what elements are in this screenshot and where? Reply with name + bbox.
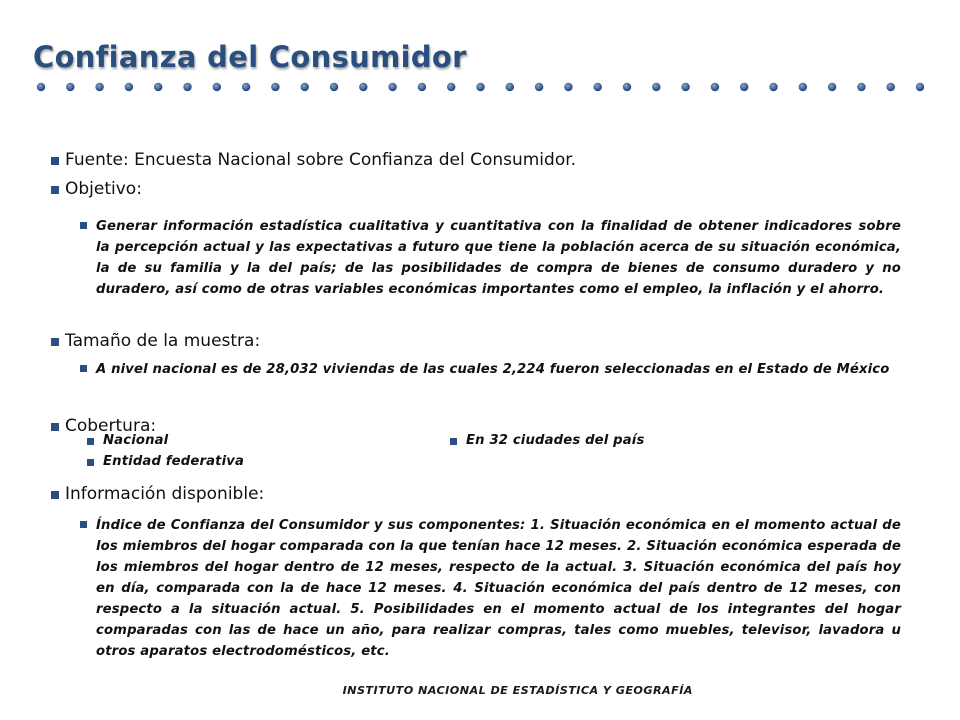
divider-dot [271,83,279,91]
divider-dot [652,83,660,91]
divider-dot [447,83,455,91]
bullet-cobertura [51,423,59,431]
divider-dot [887,83,895,91]
divider-dot [301,83,309,91]
cobertura-item-nacional: Nacional [103,433,169,448]
divider-dot [242,83,250,91]
divider-dot [564,83,572,91]
title-dot-divider [36,78,936,98]
divider-dot [66,83,74,91]
objetivo-text: Generar información estadística cualitativa y cuantitativa con la finalidad de obtener indicadores sobre la percepción actual y las expectativas a futuro que tiene la población acerca de su situación económica, la de su familia y la del país; de las posibilidades de compra de bienes de consumo duradero y no duradero, así como de otras variables económicas importantes como el empleo, la inflación y el ahorro. [96,219,901,297]
cobertura-item-ciudades: En 32 ciudades del país [466,433,645,448]
page-title: Confianza del Consumidor [33,40,467,74]
muestra-text: A nivel nacional es de 28,032 viviendas de las cuales 2,224 fueron seleccionadas en el Estado de México [96,362,890,377]
divider-dot [154,83,162,91]
divider-dot [623,83,631,91]
footer-institution: INSTITUTO NACIONAL DE ESTADÍSTICA Y GEOGRAFÍA [342,684,693,697]
divider-dot [857,83,865,91]
divider-dot [711,83,719,91]
divider-dot [681,83,689,91]
divider-dot [535,83,543,91]
divider-dot [506,83,514,91]
bullet-objetivo-text [80,222,87,229]
divider-dot [183,83,191,91]
divider-dot [330,83,338,91]
divider-dot [95,83,103,91]
informacion-heading: Información disponible: [65,484,265,504]
divider-dot [359,83,367,91]
bullet-cobertura-entidad [87,459,94,466]
bullet-informacion-text [80,521,87,528]
divider-dot [916,83,924,91]
muestra-heading: Tamaño de la muestra: [65,331,261,351]
bullet-cobertura-nacional [87,438,94,445]
cobertura-heading: Cobertura: [65,416,157,436]
divider-dot [213,83,221,91]
divider-dot [594,83,602,91]
bullet-informacion [51,491,59,499]
divider-dot [125,83,133,91]
divider-dot [476,83,484,91]
divider-dot [799,83,807,91]
bullet-muestra-text [80,365,87,372]
divider-dot [388,83,396,91]
fuente-heading: Fuente: Encuesta Nacional sobre Confianza del Consumidor. [65,150,577,170]
bullet-fuente [51,157,59,165]
divider-dot [828,83,836,91]
divider-dot [418,83,426,91]
bullet-objetivo [51,186,59,194]
bullet-cobertura-ciudades [450,438,457,445]
divider-dot [769,83,777,91]
cobertura-item-entidad: Entidad federativa [103,454,245,469]
bullet-muestra [51,338,59,346]
objetivo-heading: Objetivo: [65,179,142,199]
divider-dot [740,83,748,91]
informacion-text: Índice de Confianza del Consumidor y sus componentes: 1. Situación económica en el momento actual de los miembros del hogar comparada con la que tenían hace 12 meses. 2. Situación económica esperada de los miembros del hogar dentro de 12 meses, respecto de la actual. 3. Situación económica del país hoy en día, comparada con la de hace 12 meses. 4. Situación económica del país dentro de 12 meses, con respecto a la situación actual. 5. Posibilidades en el momento actual de los integrantes del hogar comparadas con las de hace un año, para realizar compras, tales como muebles, televisor, lavadora u otros aparatos electrodomésticos, etc. [96,518,901,659]
divider-dot [37,83,45,91]
